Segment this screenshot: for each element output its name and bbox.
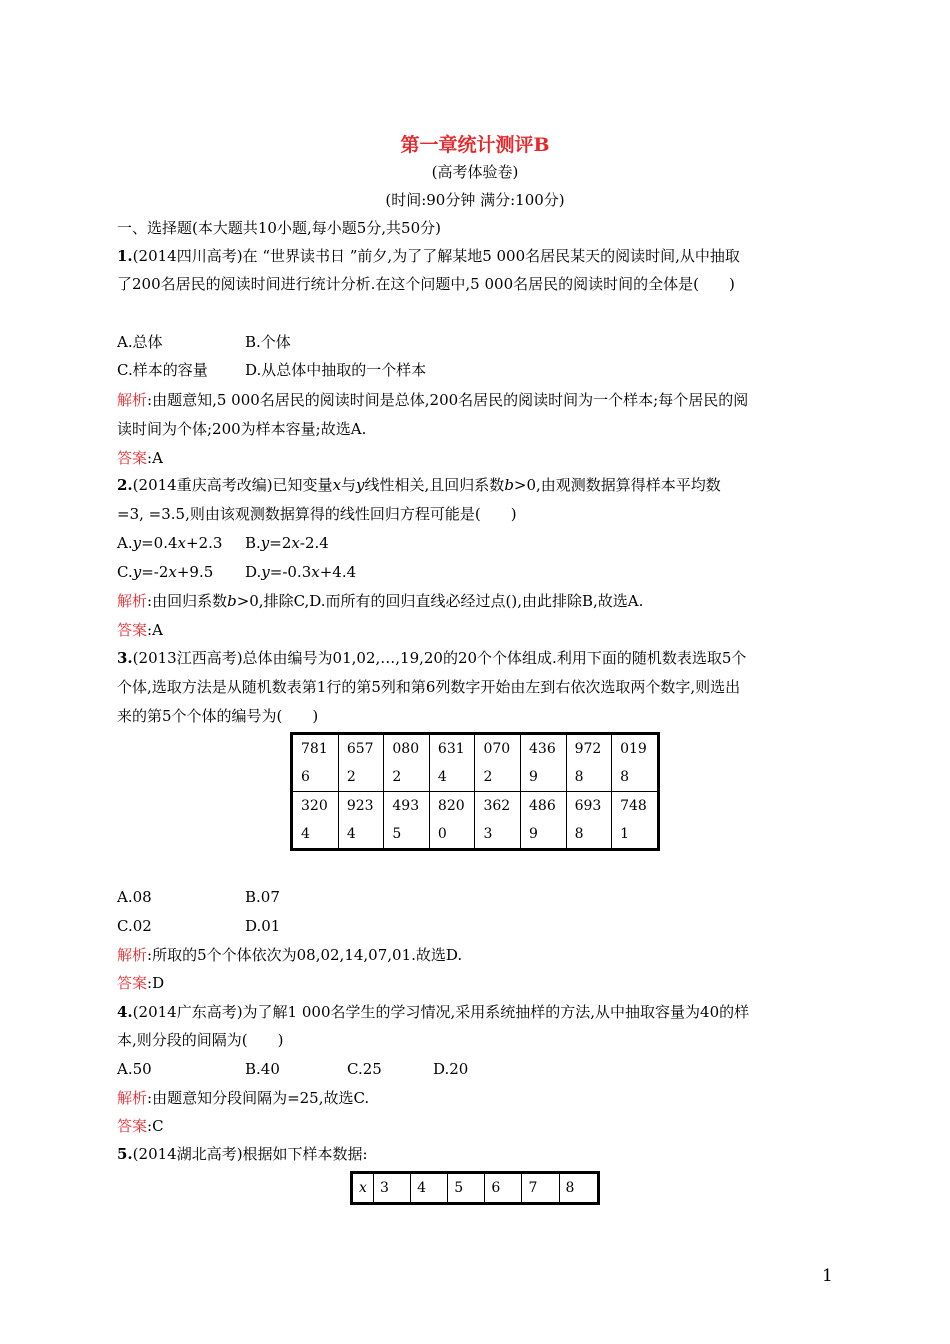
table-cell: 7 (522, 1173, 559, 1204)
table-cell: 493 5 (384, 792, 430, 850)
random-number-table (290, 732, 660, 851)
q3-analysis: 解析:所取的5个个体依次为08,02,14,07,01.故选D. (117, 946, 463, 964)
page-subtitle: (高考体验卷) (431, 163, 519, 181)
question-3-line-2: 个体,选取方法是从随机数表第1行的第5列和第6列数字开始由左到右依次选取两个数字,则选出 (117, 678, 741, 696)
analysis-label: 解析 (117, 1089, 148, 1107)
q3-option-c: C.02 (117, 917, 152, 935)
table-row (352, 1173, 599, 1204)
table-cell: 320 4 (292, 792, 339, 850)
question-3-line-3: 来的第5个个体的编号为( ) (117, 707, 319, 725)
question-2-line-2: =3, =3.5,则由该观测数据算得的线性回归方程可能是( ) (117, 505, 517, 523)
table-cell: 972 8 (566, 734, 612, 792)
q1-answer: 答案:A (117, 449, 163, 467)
q1-analysis-line-1: 解析:由题意知,5 000名居民的阅读时间是总体,200名居民的阅读时间为一个样本;每个居民的阅 (117, 391, 749, 409)
analysis-label: 解析 (117, 391, 148, 409)
q1-analysis-line-2: 读时间为个体;200为样本容量;故选A. (117, 420, 367, 438)
table-cell: 8 (559, 1173, 598, 1204)
table-cell: 923 4 (338, 792, 384, 850)
table-cell: 4 (411, 1173, 448, 1204)
q4-option-b: B.40 (245, 1060, 280, 1078)
q3-option-b: B.07 (245, 888, 280, 906)
table-cell: 657 2 (338, 734, 384, 792)
page-number: 1 (822, 1266, 833, 1286)
table-cell: 781 6 (292, 734, 339, 792)
q4-option-a: A.50 (117, 1060, 152, 1078)
q4-option-c: C.25 (347, 1060, 382, 1078)
question-5-line-1: 5.(2014湖北高考)根据如下样本数据: (117, 1145, 368, 1163)
q4-option-d: D.20 (433, 1060, 469, 1078)
page-title: 第一章统计测评B (400, 134, 550, 156)
analysis-label: 解析 (117, 946, 148, 964)
table-cell: 486 9 (521, 792, 567, 850)
table-cell: 820 0 (429, 792, 475, 850)
q1-option-a: A.总体 (117, 333, 163, 351)
question-number: 4. (117, 1003, 133, 1021)
table-cell: 362 3 (475, 792, 521, 850)
question-1-line-2: 了200名居民的阅读时间进行统计分析.在这个问题中,5 000名居民的阅读时间的全体是( ) (117, 275, 735, 293)
q3-option-d: D.01 (245, 917, 281, 935)
question-number: 2. (117, 476, 133, 494)
q4-analysis: 解析:由题意知分段间隔为=25,故选C. (117, 1089, 370, 1107)
section-heading: 一、选择题(本大题共10小题,每小题5分,共50分) (117, 219, 441, 237)
table-cell: 6 (485, 1173, 522, 1204)
q3-option-a: A.08 (117, 888, 152, 906)
table-cell: 631 4 (429, 734, 475, 792)
q2-option-c: C.y=-2x+9.5 (117, 563, 214, 581)
table-cell: 080 2 (384, 734, 430, 792)
q1-option-d: D.从总体中抽取的一个样本 (245, 361, 427, 379)
question-number: 3. (117, 649, 133, 667)
table-header-cell: x (352, 1173, 374, 1204)
table-cell: 436 9 (521, 734, 567, 792)
table-cell: 070 2 (475, 734, 521, 792)
sample-data-table (350, 1171, 600, 1205)
question-number: 1. (117, 247, 133, 265)
table-cell: 5 (448, 1173, 485, 1204)
table-row (292, 792, 659, 850)
answer-label: 答案 (117, 449, 148, 467)
table-cell: 3 (374, 1173, 411, 1204)
q2-option-d: D.y=-0.3x+4.4 (245, 563, 357, 581)
question-2-line-1: 2.(2014重庆高考改编)已知变量x与y线性相关,且回归系数b>0,由观测数据算得样本平均数 (117, 476, 721, 494)
analysis-label: 解析 (117, 592, 148, 610)
q3-answer: 答案:D (117, 974, 165, 992)
answer-label: 答案 (117, 621, 148, 639)
question-4-line-1: 4.(2014广东高考)为了解1 000名学生的学习情况,采用系统抽样的方法,从中抽取容量为40的样 (117, 1003, 750, 1021)
table-row (292, 734, 659, 792)
answer-label: 答案 (117, 974, 148, 992)
q2-answer: 答案:A (117, 621, 163, 639)
answer-label: 答案 (117, 1117, 148, 1135)
question-3-line-1: 3.(2013江西高考)总体由编号为01,02,…,19,20的20个个体组成.利用下面的随机数表选取5个 (117, 649, 747, 667)
q1-option-b: B.个体 (245, 333, 291, 351)
q4-answer: 答案:C (117, 1117, 164, 1135)
q2-analysis: 解析:由回归系数b>0,排除C,D.而所有的回归直线必经过点(),由此排除B,故选A. (117, 592, 644, 610)
question-1-line-1: 1.(2014四川高考)在 “世界读书日 ”前夕,为了了解某地5 000名居民某天的阅读时间,从中抽取 (117, 247, 740, 265)
question-4-line-2: 本,则分段的间隔为( ) (117, 1031, 284, 1049)
time-info: (时间:90分钟 满分:100分) (385, 191, 565, 209)
table-cell: 019 8 (612, 734, 659, 792)
q1-option-c: C.样本的容量 (117, 361, 208, 379)
q2-option-a: A.y=0.4x+2.3 (117, 534, 223, 552)
question-number: 5. (117, 1145, 133, 1163)
q2-option-b: B.y=2x-2.4 (245, 534, 329, 552)
table-cell: 748 1 (612, 792, 659, 850)
table-cell: 693 8 (566, 792, 612, 850)
